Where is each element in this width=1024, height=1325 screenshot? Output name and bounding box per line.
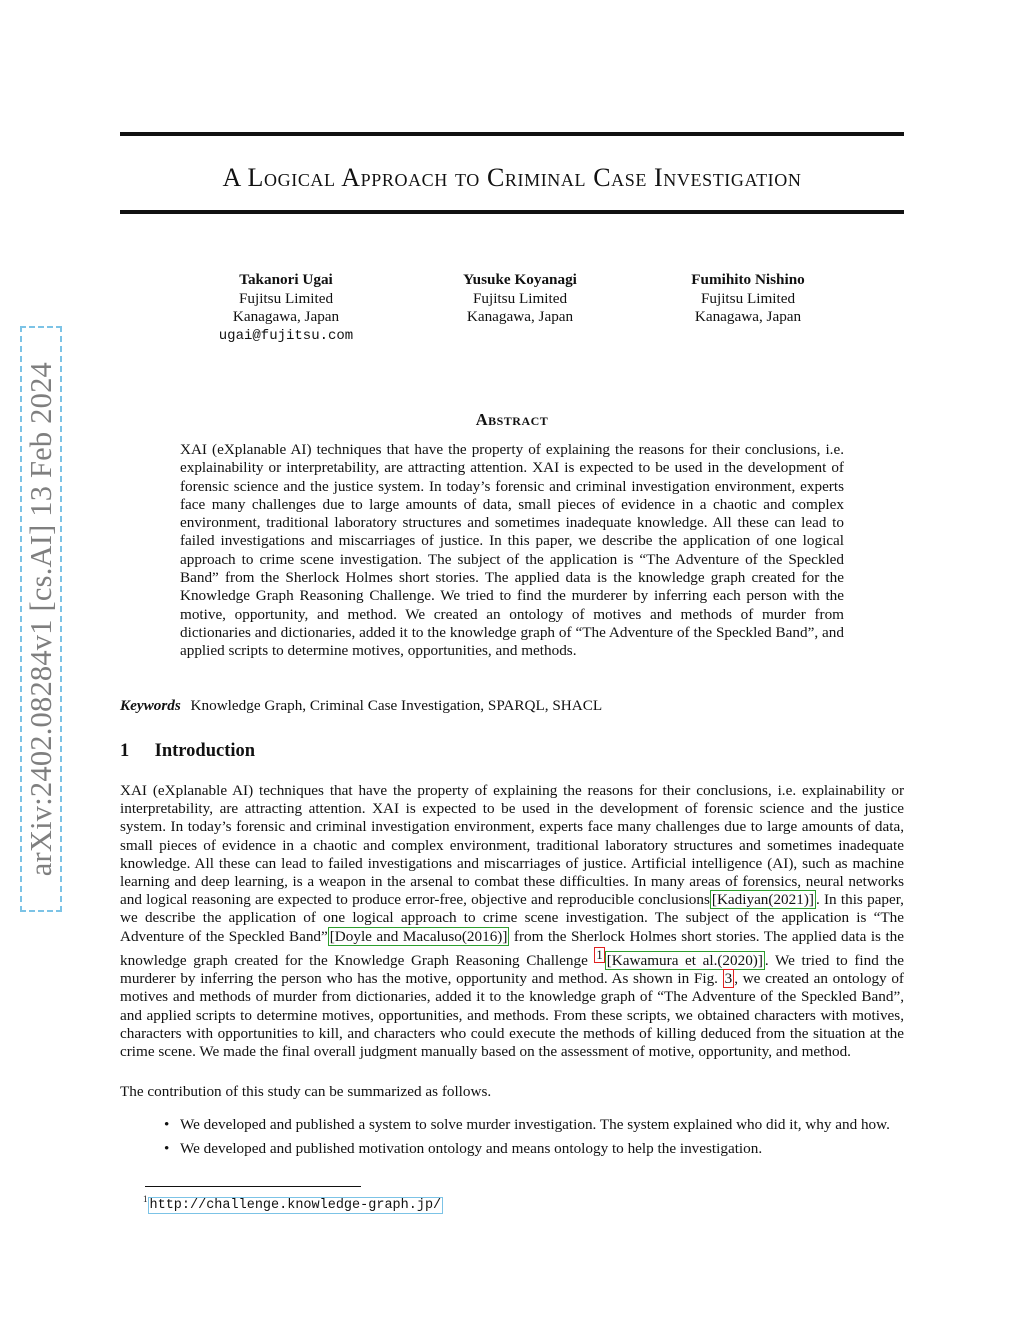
citation-link[interactable]: [Doyle and Macaluso(2016)] [329,927,508,945]
keywords-text: Knowledge Graph, Criminal Case Investigation, SPARQL, SHACL [190,697,603,714]
intro-text-e: , we created an ontology of motives and methods of murder from dictionaries, added it to the knowledge graph of “The Adventure of the Speckled Band”, and applied scripts to determine motives, opportunities, and methods. From these scripts, we obtained characters with motives, characters with opportunities to kill, and characters who could execute the methods of killing deduced from the situation at the crime scene. We made the final overall judgment manually based on the assessment of motive, opportunity, and method. [120,970,904,1060]
section-title: Introduction [154,741,256,761]
author-1 [171,271,401,345]
bullet-icon: • [164,1140,170,1158]
author-location: Kanagawa, Japan [694,308,802,325]
list-item [162,1140,904,1158]
title-rule-bottom [120,210,904,214]
author-name: Yusuke Koyanagi [463,271,577,288]
paper-title: A Logical Approach to Criminal Case Investigation [222,163,802,192]
author-email[interactable]: ugai@fujitsu.com [218,327,354,344]
abstract-text: XAI (eXplanable AI) techniques that have the property of explaining the reasons for their conclusions, i.e. explainability or interpretability, are attracting attention. XAI is expected to be used in the development of forensic science and the justice system. In today’s forensic and criminal investigation environment, experts face many challenges due to large amounts of data, small pieces of evidence in a chaotic and complex environment, traditional laboratory structures and sometimes inadequate knowledge. All these can lead to failed investigations and miscarriages of justice. In this paper, we describe the application of one logical approach to crime scene investigation. The subject of the application is “The Adventure of the Speckled Band” from the Sherlock Holmes short stories. The applied data is the knowledge graph created for the Knowledge Graph Reasoning Challenge. We tried to find the murderer by inferring each person with the motive, opportunity, and method. We created an ontology of motives and methods of murder from dictionaries and dictionaries, added it to the knowledge graph of “The Adventure of the Speckled Band”, and applied scripts to determine motives, opportunities, and methods. [180,441,844,660]
intro-text-b: . In this paper, we describe the application of one logical approach to crime scene investigation. The subject of the application is “The Adventure of the Speckled Band” [120,891,904,945]
intro-paragraph-1 [120,782,904,1061]
author-affiliation: Fujitsu Limited [238,289,334,307]
figure-ref-link[interactable]: 3 [724,970,733,988]
bullet-icon: • [164,1116,170,1133]
intro-paragraph-2: The contribution of this study can be summarized as follows. [120,1083,492,1100]
author-affiliation: Fujitsu Limited [700,289,796,307]
abstract-heading: Abstract [475,410,549,429]
footnote-divider [145,1186,361,1187]
author-name: Takanori Ugai [239,271,333,288]
author-affiliation: Fujitsu Limited [472,289,568,307]
intro-text-c: from the Sherlock Holmes short stories. The applied data is the knowledge graph created for the Knowledge Graph Reasoning Challenge [120,927,904,969]
citation-link[interactable]: [Kawamura et al.(2020)] [606,951,763,969]
footnote-marker[interactable]: 1 [596,947,603,962]
footnote-url-link[interactable]: http://challenge.knowledge-graph.jp/ [149,1197,442,1213]
author-location: Kanagawa, Japan [232,308,340,325]
intro-text-a: XAI (eXplanable AI) techniques that have the property of explaining the reasons for their conclusions, i.e. explainability or interpretability, are attracting attention. XAI is expected to be used in the development of forensic science and the justice system. In today’s forensic and criminal investigation environment, experts face many challenges due to large amounts of data, small pieces of evidence in a chaotic and complex environment, traditional laboratory structures and sometimes inadequate knowledge. All these can lead to failed investigations and miscarriages of justice. Artificial intelligence (AI), such as machine learning and deep learning, is a weapon in the arsenal to combat these difficulties. In many areas of forensics, neural networks and logical reasoning are expected to produce error-free, objective and reproducible conclusions [120,782,904,909]
author-name: Fumihito Nishino [691,271,805,288]
author-3 [633,271,863,327]
footnote [143,1190,443,1215]
citation-link[interactable]: [Kadiyan(2021)] [711,891,814,909]
author-2 [405,271,635,327]
section-number: 1 [120,741,130,761]
list-item-text: We developed and published motivation ontology and means ontology to help the investigation. [180,1140,763,1158]
author-location: Kanagawa, Japan [466,308,574,325]
list-item-text: We developed and published a system to solve murder investigation. The system explained who did it, why and how. [180,1116,890,1133]
intro-text-d: . We tried to find the murderer by inferring the person who has the motive, opportunity and method. As shown in Fig. [120,951,904,988]
list-item [162,1116,904,1134]
arxiv-stamp [20,326,62,912]
keywords-line [120,697,904,715]
arxiv-stamp-text: arXiv:2402.08284v1 [cs.AI] 13 Feb 2024 [23,361,58,877]
footnote-number: 1 [143,1194,148,1204]
section-heading [120,740,255,762]
keywords-label: Keywords [120,697,181,714]
contribution-list [162,1116,904,1164]
title-rule-top [120,132,904,136]
